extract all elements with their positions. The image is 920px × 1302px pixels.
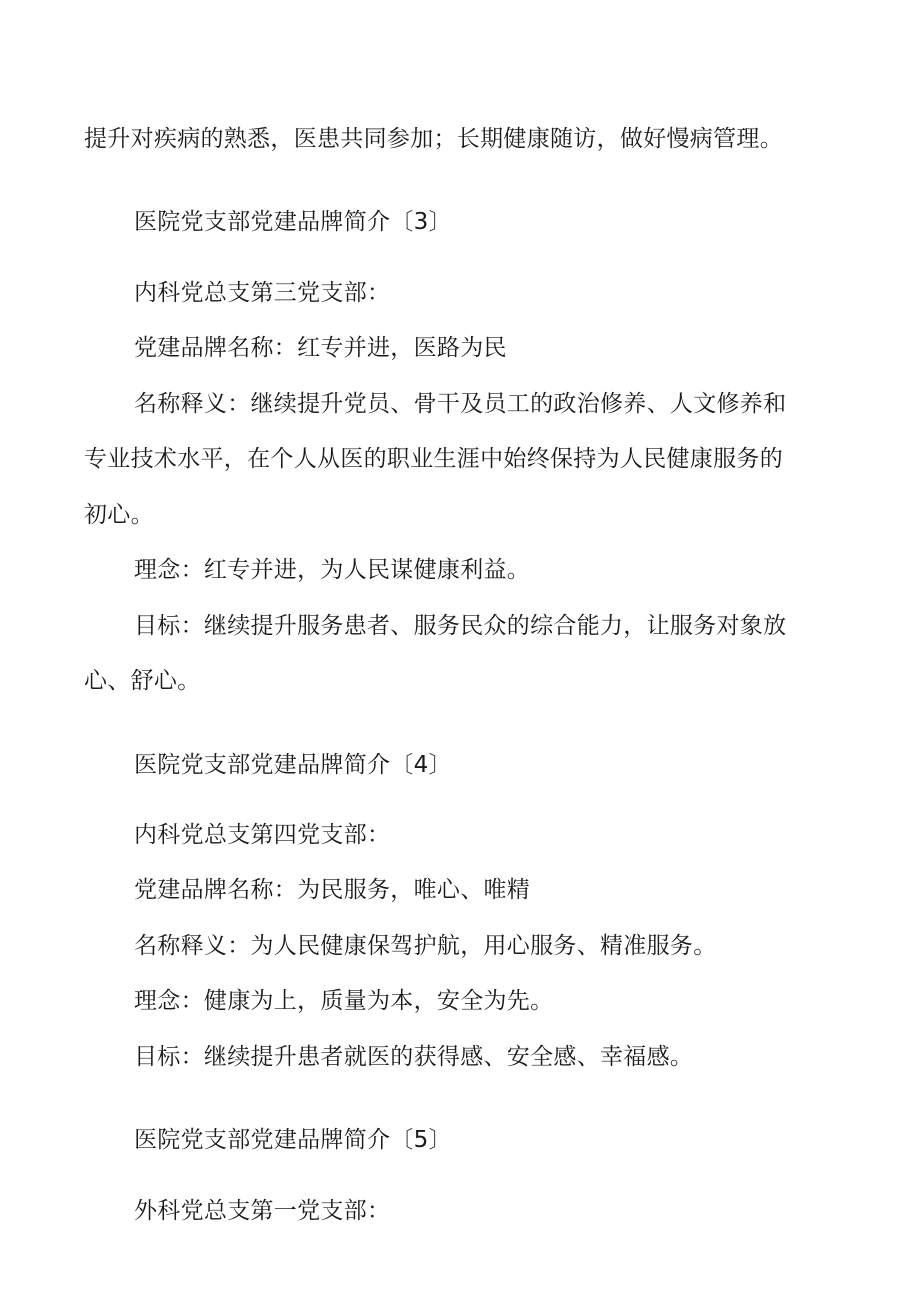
section3-explanation-line3: 初心。 — [84, 502, 154, 528]
section4-goal: 目标：继续提升患者就医的获得感、安全感、幸福感。 — [134, 1044, 694, 1070]
section5-branch: 外科党总支第一党支部： — [134, 1198, 391, 1224]
section3-heading: 医院党支部党建品牌简介〔3〕 — [134, 209, 452, 235]
section5-heading: 医院党支部党建品牌简介〔5〕 — [134, 1127, 452, 1153]
intro-tail-text: 提升对疾病的熟悉，医患共同参加；长期健康随访，做好慢病管理。 — [84, 126, 783, 152]
section4-branch: 内科党总支第四党支部： — [134, 822, 391, 848]
section3-goal-line1: 目标：继续提升服务患者、服务民众的综合能力，让服务对象放 — [134, 613, 787, 639]
section3-goal-line2: 心、舒心。 — [84, 668, 201, 694]
section3-explanation-line1: 名称释义：继续提升党员、骨干及员工的政治修养、人文修养和 — [134, 391, 787, 417]
section3-branch: 内科党总支第三党支部： — [134, 280, 391, 306]
section4-explanation: 名称释义：为人民健康保驾护航，用心服务、精准服务。 — [134, 933, 717, 959]
section4-heading: 医院党支部党建品牌简介〔4〕 — [134, 752, 452, 778]
section4-brand-name: 党建品牌名称：为民服务，唯心、唯精 — [134, 877, 531, 903]
section3-explanation-line2: 专业技术水平，在个人从医的职业生涯中始终保持为人民健康服务的 — [84, 446, 783, 472]
section3-brand-name: 党建品牌名称：红专并进，医路为民 — [134, 335, 507, 361]
section4-concept: 理念：健康为上，质量为本，安全为先。 — [134, 988, 554, 1014]
section3-concept: 理念：红专并进，为人民谋健康利益。 — [134, 557, 531, 583]
